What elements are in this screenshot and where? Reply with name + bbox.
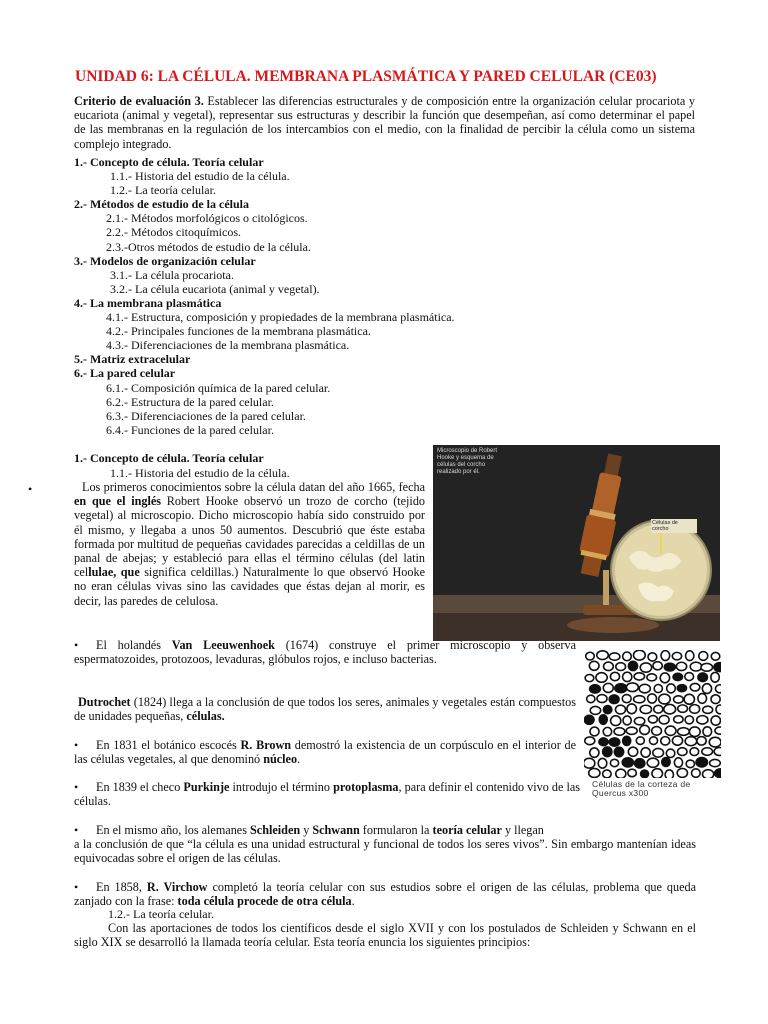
cell-shape [685,737,697,746]
cell-shape [664,663,675,671]
cell-shape [609,695,619,704]
cell-shape [667,684,676,693]
cell-shape [604,662,614,670]
criterion-label: Criterio de evaluación 3. [74,94,204,108]
cell-shape [648,716,657,723]
toc-subsection: 6.2.- Estructura de la pared celular. [106,394,274,409]
cell-shape [597,695,607,703]
cell-shape [615,705,625,714]
cell-shape [703,706,713,713]
evaluation-criterion [74,94,695,151]
cell-shape [597,651,609,660]
cell-shape [703,727,712,736]
cell-shape [678,728,690,736]
cell-shape [714,747,721,755]
cell-drawing [584,650,721,778]
cell-shape [715,769,721,778]
cell-shape [661,651,670,661]
cell-shape [589,768,600,777]
cell-shape [701,663,713,671]
toc-subsection: 6.1.- Composición química de la pared celular. [106,380,331,395]
hooke-microscope-image [433,445,720,641]
cell-shape [635,759,645,768]
paragraph-purkinje: En 1839 el checo Purkinje introdujo el término protoplasma, para definir el contenido vivo de las células. [74,780,581,809]
cell-shape [685,673,694,681]
table-of-contents [74,155,634,437]
cell-shape [716,705,721,714]
section-heading: 1.- Concepto de célula. Teoría celular [74,451,264,465]
paragraph-virchow: En 1858, R. Virchow completó la teoría celular con sus estudios sobre el origen de las células, problema que queda zanjado con la frase: toda célula procede de otra célula. [74,880,696,909]
cell-shape [622,758,633,767]
cell-shape [674,716,683,723]
cell-shape [596,673,607,683]
cell-shape [623,652,632,661]
toc-subsection: 1.1.- Historia del estudio de la célula. [110,169,290,184]
cell-shape [711,672,719,682]
cell-shape [691,769,700,778]
toc-section-heading: 2.- Métodos de estudio de la célula [74,197,249,212]
cell-shape [590,685,601,693]
bullet-marker: • [74,780,79,794]
cell-shape [714,663,721,672]
subheading-teoria: 1.2.- La teoría celular. [108,907,214,921]
cell-shape [690,748,699,756]
cell-shape [698,673,708,682]
toc-subsection: 6.3.- Diferenciaciones de la pared celular. [106,408,306,423]
cell-shape [640,725,650,734]
cell-shape [677,768,687,777]
cell-shape [672,736,682,745]
cell-shape [660,673,669,683]
cell-shape [615,684,627,693]
bullet-marker: • [74,638,79,652]
cell-shape [654,684,662,692]
cell-shape [661,737,670,745]
toc-subsection: 3.1.- La célula procariota. [110,267,234,282]
cell-shape [641,770,649,778]
cell-shape [711,716,720,725]
toc-section-heading: 1.- Concepto de célula. Teoría celular [74,155,264,169]
bullet-marker: • [74,823,79,837]
cell-shape [653,748,664,757]
cell-shape [676,662,686,670]
toc-section-heading: 4.- La membrana plasmática [74,295,222,310]
cell-shape [659,694,671,704]
cell-shape [628,769,636,777]
bullet-marker: • [74,738,79,752]
paragraph-teoria: Con las aportaciones de todos los científicos desde el siglo XVII y con los postulados de Schleiden y Schwann en el siglo XIX se desarrolló la llamada teoría celular. Esta teoría enuncia los siguientes principios: [74,921,696,950]
cell-shape [599,715,607,725]
cell-shape [640,663,651,672]
cell-shape [690,683,700,691]
cell-shape [652,769,663,778]
cell-shape [662,758,670,767]
cell-shape [648,653,657,661]
quercus-caption: Células de la corteza de Quercus x300 [592,779,691,798]
cell-shape [654,705,663,713]
toc-subsection: 4.1.- Estructura, composición y propiedades de la membrana plasmática. [106,310,455,325]
cell-shape [623,736,631,745]
toc-subsection: 2.1.- Métodos morfológicos o citológicos. [106,211,308,226]
cell-shape [609,653,620,660]
page-title: UNIDAD 6: LA CÉLULA. MEMBRANA PLASMÁTICA Y PARED CELULAR (CE03) [75,68,657,85]
cell-shape [639,684,650,693]
cell-shape [678,705,688,712]
cell-shape [634,673,644,680]
cell-shape [627,704,637,714]
cell-shape [659,715,669,724]
cell-shape [672,652,681,659]
toc-subsection: 1.2.- La teoría celular. [110,183,216,198]
cell-shape [715,685,721,693]
cell-shape [686,651,694,661]
cell-shape [584,758,595,768]
cell-shape [616,663,626,671]
bullet-marker: • [74,880,79,894]
cell-shape [628,747,637,756]
cell-shape [665,770,673,778]
cell-shape [622,695,631,703]
cell-shape [703,770,714,778]
bullet-marker: • [28,482,33,496]
cell-shape [699,652,708,661]
toc-subsection: 2.2.- Métodos citoquímicos. [106,225,241,240]
cell-shape [626,727,637,734]
paragraph-schleiden-rest: a la conclusión de que “la célula es una unidad estructural y funcional de todos los seres vivos”. Sin embargo mantenían ideas equivocadas sobre el origen de las células. [74,837,696,866]
cork-cells-label: Células de corcho [651,519,697,533]
cell-shape [709,737,721,747]
cell-shape [685,716,693,724]
cell-shape [610,672,619,680]
cell-shape [634,696,645,703]
cell-shape [697,737,706,746]
cell-shape [665,726,676,735]
criterion-text: Establecer las diferencias estructurales y de composición entre la organización celular procariota y eucariota (animal y vegetal), representar sus estructuras y describir la función que desempeñan, así como determinar el papel de las membranas en la regulación de los intercambios con el medio, con la finalidad de percibir la célula como un sistema complejo integrado. [74,94,695,151]
cell-shape [702,748,713,756]
cell-shape [614,747,623,756]
cell-shape [603,727,611,735]
paragraph-dutrochet: Dutrochet (1824) llega a la conclusión de que todos los seres, animales y vegetales están compuestos de unidades pequeñas, células. [74,695,576,724]
cell-shape [603,770,611,778]
paragraph-brown: En 1831 el botánico escocés R. Brown demostró la existencia de un corpúsculo en el interior de las células vegetales, al que denominó núcleo. [74,738,576,767]
cell-shape [590,727,599,736]
toc-subsection: 6.4.- Funciones de la pared celular. [106,422,274,437]
toc-section-heading: 6.- La pared celular [74,366,176,381]
cell-shape [689,727,700,737]
cell-shape [590,748,599,757]
cell-shape [633,650,645,660]
cell-shape [614,728,625,736]
cell-shape [649,737,657,745]
cell-shape [623,672,632,681]
toc-subsection: 4.2.- Principales funciones de la membrana plasmática. [106,324,371,339]
cell-shape [702,684,711,694]
cell-shape [603,683,613,692]
toc-subsection: 3.2.- La célula eucariota (animal y vegetal). [110,281,320,296]
cell-shape [715,727,721,734]
cell-shape [711,695,720,704]
cell-shape [589,661,599,670]
cell-shape [641,748,650,757]
cell-shape [634,717,644,724]
cell-shape [653,662,662,670]
paragraph-leeuwenhoek: El holandés Van Leeuwenhoek (1674) construye el primer microscopio y observa espermatozoides, protozoos, levaduras, glóbulos rojos, e incluso bacterias. [74,638,576,667]
cell-shape [603,747,612,757]
toc-subsection: 4.3.- Diferenciaciones de la membrana plasmática. [106,338,350,353]
cell-shape [684,694,694,704]
hooke-caption: Microscopio de Robert Hooke y esquema de células del corcho realizado por él. [437,448,498,475]
cell-shape [674,696,684,703]
cell-shape [590,706,600,714]
cell-shape [678,748,687,756]
cell-shape [628,661,637,670]
cell-shape [664,704,676,713]
cell-shape [648,694,657,703]
cell-shape [623,716,631,725]
cell-shape [697,716,708,724]
cell-shape [584,715,594,724]
toc-section-heading: 3.- Modelos de organización celular [74,253,256,268]
cell-shape [673,673,682,680]
cell-shape [611,716,621,726]
cell-shape [610,759,618,766]
cell-shape [585,675,594,682]
cell-shape [647,674,657,681]
cell-shape [585,737,595,745]
cell-shape [696,758,707,767]
cell-shape [711,652,720,660]
cell-shape [674,758,682,767]
cell-shape [666,749,674,757]
paragraph-hooke: Los primeros conocimientos sobre la célula datan del año 1665, fecha en que el inglés Robert Hooke observó un trozo de corcho (tejido vegetal) al microscopio. Dicho microscopio había sido construido por él mismo, y llegaba a unos 50 aumentos. Descubrió que éste estaba formada por multitud de pequeñas cavidades parecidas a celdillas de un panal de abejas; y estableció para ellas el término células (del latin cellulae, que significa celdillas.) Naturalmente lo que observó Hooke no eran células vivas sino las cavidades que éstas dejan al morir, es decir, las paredes de celulosa. [74,480,426,608]
cell-shape [698,694,707,704]
cell-shape [652,727,662,736]
cell-shape [603,706,611,714]
cell-shape [587,695,595,702]
cell-shape [710,759,721,766]
cell-shape [677,685,686,692]
paragraph-schleiden-line1: En el mismo año, los alemanes Schleiden y Schwann formularon la teoría celular y llegan [96,823,544,837]
cell-shape [686,760,694,768]
quercus-cells-image [584,650,721,812]
cell-shape [598,758,607,768]
cell-shape [690,705,700,714]
toc-section-heading: 5.- Matriz extracelular [74,352,191,367]
cell-shape [586,652,594,660]
cell-shape [640,705,651,713]
toc-subsection: 2.3.-Otros métodos de estudio de la célula. [106,239,311,254]
cell-shape [599,738,608,746]
cell-shape [609,738,620,746]
cell-shape [616,769,626,778]
cell-shape [626,683,638,692]
section-subheading: 1.1.- Historia del estudio de la célula. [110,466,290,480]
cell-shape [690,662,701,671]
cell-shape [647,758,658,767]
cell-shape [636,737,644,745]
